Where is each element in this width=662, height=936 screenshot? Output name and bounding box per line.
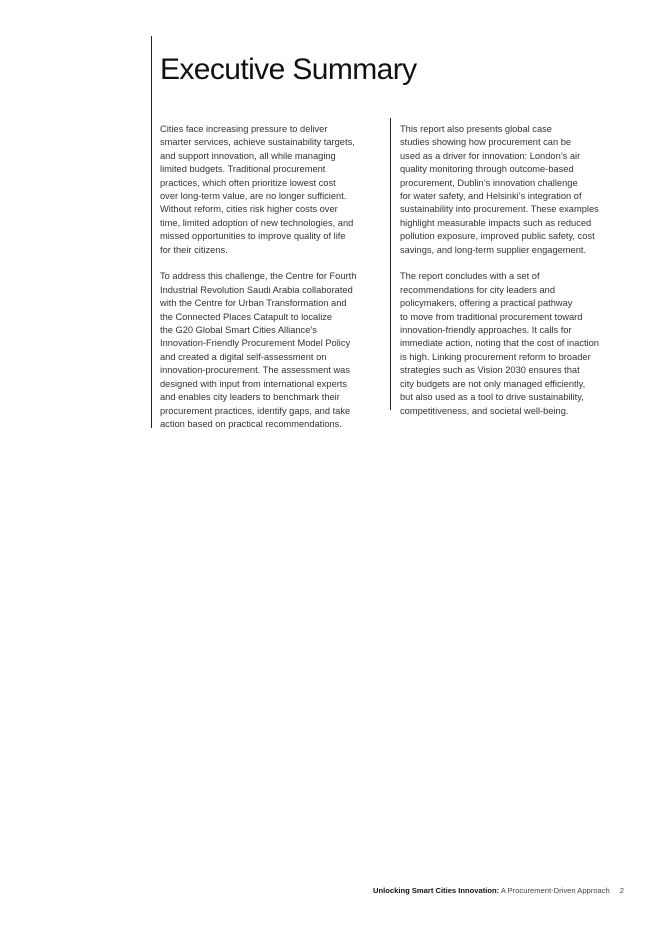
page-number: 2 (619, 886, 624, 895)
page-title: Executive Summary (160, 53, 417, 86)
paragraph: The report concludes with a set of recommendations for city leaders and policymakers, offering a practical pathway to move from traditional procurement toward innovation-friendly approaches. It calls for immediate action, noting that the cost of inaction is high. Linking procurement reform to broader strategies such as Vision 2030 ensures that city budgets are not only managed efficiently, but also used as a tool to drive sustainability, competitiveness, and societal well-being. (400, 271, 599, 416)
paragraph: To address this challenge, the Centre for Fourth Industrial Revolution Saudi Arabia collaborated with the Centre for Urban Transformation and the Connected Places Catapult to localize the G20 Global Smart Cities Alliance’s Innovation-Friendly Procurement Model Policy and created a digital self-assessment on innovation-procurement. The assessment was designed with input from international experts and enables city leaders to benchmark their procurement practices, identify gaps, and take action based on practical recommendations. (160, 271, 357, 429)
footer-title-bold: Unlocking Smart Cities Innovation: (373, 886, 500, 895)
paragraph: This report also presents global case studies showing how procurement can be used as a driver for innovation: London’s air quality monitoring through outcome-based procurement, Dublin’s innovation challenge for water safety, and Helsinki’s integration of sustainability into procurement. These examples highlight measurable impacts such as reduced pollution exposure, improved public safety, cost savings, and long-term supplier engagement. (400, 124, 599, 255)
column-divider-rule (390, 118, 391, 410)
left-vertical-rule (151, 36, 152, 428)
right-text-column (400, 123, 626, 431)
footer-title-rest: A Procurement-Driven Approach (499, 886, 610, 895)
paragraph: Cities face increasing pressure to deliver smarter services, achieve sustainability targets, and support innovation, all while managing limited budgets. Traditional procurement practices, which often prioritize lowest cost over long-term value, are no longer sufficient. Without reform, cities risk higher costs over time, limited adoption of new technologies, and missed opportunities to improve quality of life for their citizens. (160, 124, 355, 255)
left-text-column (160, 123, 386, 445)
page-footer (373, 886, 624, 896)
